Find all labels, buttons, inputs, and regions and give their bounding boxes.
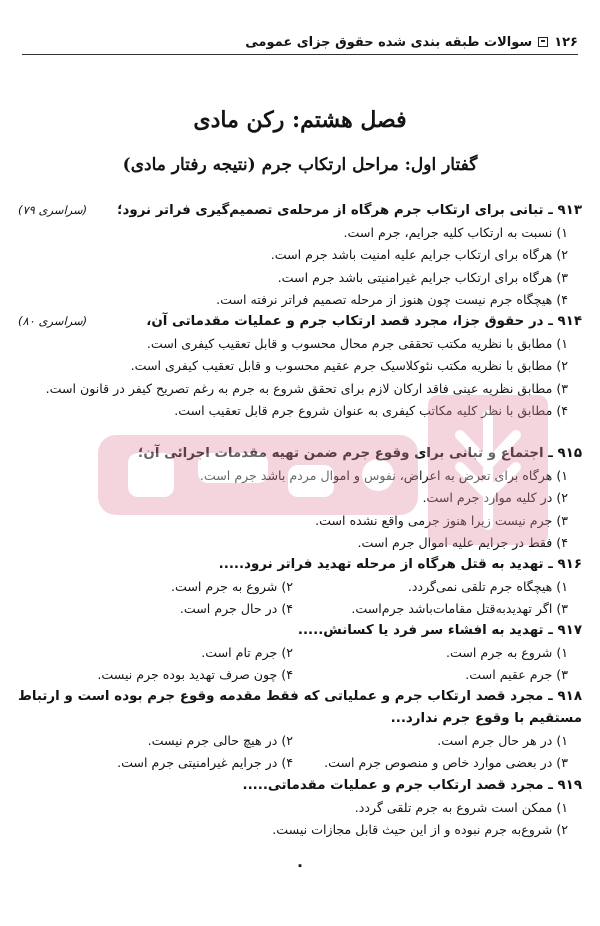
book-title: سوالات طبقه بندی شده حقوق جزای عمومی [245, 34, 533, 50]
option: ۲) هرگاه برای ارتکاب جرایم علیه امنیت باشد جرم است. [270, 247, 568, 263]
options-grid [18, 730, 582, 775]
option: ۲) در هیچ حالی جرم نیست. [147, 733, 293, 748]
options-grid [18, 576, 582, 621]
option: ۳) اگر تهدیدبه‌قتل مقامات‌باشد جرم‌است. [351, 601, 568, 617]
option: ۴) در حال جرم است. [179, 601, 293, 617]
book-icon [538, 37, 548, 47]
option: ۱) هرگاه برای تعرض به اعراض، نفوس و اموال مردم باشد جرم است. [199, 468, 568, 483]
option: ۱) شروع به جرم است. [446, 645, 568, 660]
running-head [22, 30, 578, 54]
option: ۳) جرم عقیم است. [465, 667, 568, 683]
question-stem: ۹۱۴ ـ در حقوق جزا، مجرد قصد ارتکاب جرم و عملیات مقدماتی آن، [146, 314, 582, 329]
question-stem: ۹۱۸ ـ مجرد قصد ارتکاب جرم و عملیاتی که فقط مقدمه وقوع جرم بوده است و ارتباط مستقیم با وقوع جرم ندارد... [18, 689, 582, 726]
question-915 [18, 443, 582, 554]
exam-source: (سراسری ۷۹) [18, 203, 88, 217]
page-number: ۱۲۶ [554, 34, 578, 50]
header-divider [22, 54, 578, 55]
question-stem: ۹۱۳ ـ تبانی برای ارتکاب جرم هرگاه از مرحله‌ی تصمیم‌گیری فراتر نرود؛ [117, 203, 582, 218]
option: ۴) فقط در جرایم علیه اموال جرم است. [357, 534, 568, 550]
option: ۲) جرم تام است. [201, 645, 293, 660]
option: ۱) در هر حال جرم است. [437, 733, 568, 748]
section-title: گفتار اول: مراحل ارتکاب جرم (نتیجه رفتار مادی) [122, 155, 478, 175]
footer-mark: ۰ [295, 855, 305, 874]
option: ۴) مطابق با نظر کلیه مکاتب کیفری به عنوان شروع جرم قابل تعقیب است. [174, 402, 568, 418]
question-stem: ۹۱۶ ـ تهدید به قتل هرگاه از مرحله تهدید فراتر نرود..... [218, 557, 582, 572]
question-913 [18, 200, 582, 311]
option: ۳) جرم نیست زیرا هنوز جرمی واقع نشده است. [315, 512, 568, 528]
option: ۲) شروع به جرم است. [171, 579, 293, 594]
option: ۳) هرگاه برای ارتکاب جرایم غیرامنیتی باشد جرم است. [277, 269, 568, 285]
option: ۱) ممکن است شروع به جرم تلقی گردد. [354, 800, 568, 815]
options-grid [18, 642, 582, 687]
option: ۳) مطابق نظریه عینی فاقد ارکان لازم برای تحقق شروع به جرم به رغم تصریح کیفر در قانون است. [45, 380, 568, 396]
question-stem: ۹۱۹ ـ مجرد قصد ارتکاب جرم و عملیات مقدماتی..... [242, 778, 582, 793]
option: ۳) در بعضی موارد خاص و منصوص جرم است. [324, 755, 568, 771]
option: ۱) مطابق با نظریه مکتب تحققی جرم محال محسوب و قابل تعقیب کیفری است. [146, 336, 568, 351]
option: ۴) چون صرف تهدید بوده جرم نیست. [97, 667, 293, 683]
question-914 [18, 311, 582, 422]
option: ۱) نسبت به ارتکاب کلیه جرایم، جرم است. [343, 225, 568, 240]
option: ۲) مطابق با نظریه مکتب نئوکلاسیک جرم عقیم محسوب و قابل تعقیب کیفری است. [130, 358, 568, 374]
exam-source: (سراسری ۸۰) [18, 314, 88, 328]
question-917 [18, 620, 582, 687]
question-stem: ۹۱۵ ـ اجتماع و تبانی برای وقوع جرم ضمن تهیه مقدمات اجرائی آن؛ [138, 446, 582, 461]
option: ۱) هیچگاه جرم تلقی نمی‌گردد. [407, 579, 568, 594]
question-918 [18, 686, 582, 775]
option: ۲) شروع‌به جرم نبوده و از این حیث قابل مجازات نیست. [272, 822, 568, 838]
chapter-title: فصل هشتم: رکن مادی [193, 107, 407, 133]
question-919 [18, 775, 582, 842]
option: ۲) در کلیه موارد جرم است. [422, 490, 568, 506]
option: ۴) هیچگاه جرم نیست چون هنوز از مرحله تصمیم فراتر نرفته است. [216, 291, 568, 307]
question-stem: ۹۱۷ ـ تهدید به افشاء سر فرد یا کسانش..... [297, 623, 582, 638]
option: ۴) در جرایم غیرامنیتی جرم است. [117, 755, 293, 771]
question-916 [18, 554, 582, 621]
